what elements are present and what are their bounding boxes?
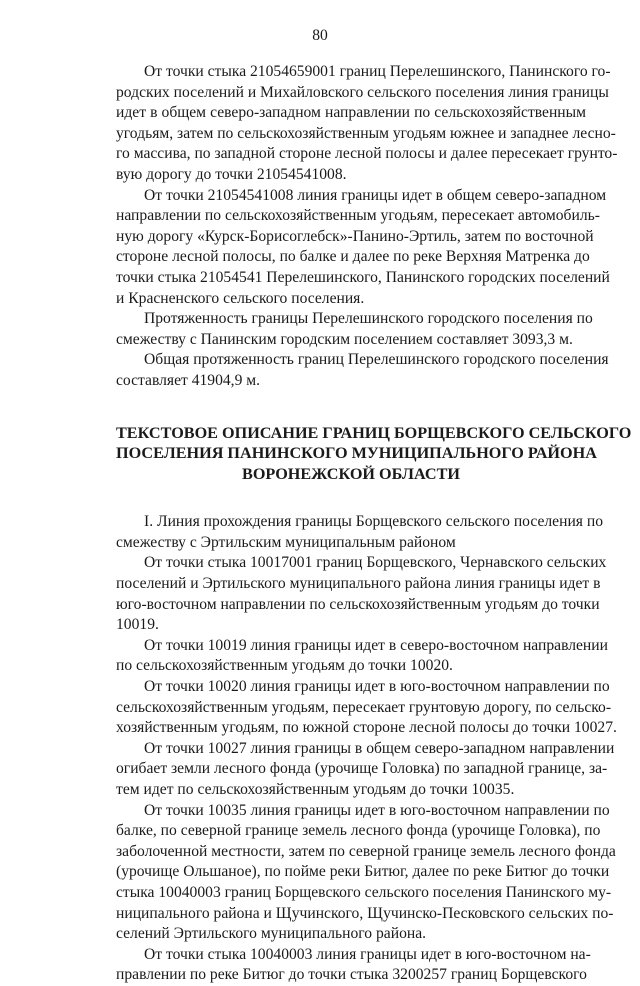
text-line: огибает земли лесного фонда (урочище Головка) по западной границе, за- [116, 760, 608, 778]
text-line: ниципального района и Щучинского, Щучинско-Песковского сельских по- [116, 904, 614, 922]
text-line: Протяженность границы Перелешинского городского поселения по [144, 310, 593, 328]
paragraph [116, 512, 604, 553]
document-body [116, 62, 632, 986]
paragraph [116, 309, 593, 350]
text-line: От точки стыка 10017001 границ Борщевского, Чернавского сельских [144, 554, 607, 572]
text-line: идет в общем северо-западном направлении по сельскохозяйственным [116, 104, 586, 122]
heading-line: ТЕКСТОВОЕ ОПИСАНИЕ ГРАНИЦ БОРЩЕВСКОГО СЕЛЬСКОГО [116, 423, 632, 442]
text-line: От точки 10020 линия границы идет в юго-восточном направлении по [144, 678, 610, 696]
text-line: заболоченной местности, затем по северной границе земель лесного фонда [116, 842, 616, 860]
text-line: правлении по реке Битюг до точки стыка 3200257 границ Борщевского [116, 966, 587, 984]
text-line: 10019. [116, 616, 159, 634]
paragraph [116, 350, 609, 391]
text-line: го массива, по западной стороне лесной полосы и далее пересекает грунто- [116, 145, 618, 163]
text-line: селений Эртильского муниципального района. [116, 925, 427, 943]
text-line: От точки стыка 21054659001 границ Перелешинского, Панинского го- [144, 63, 611, 80]
text-line: От точки 10019 линия границы идет в северо-восточном направлении [144, 636, 608, 654]
text-line: тем идет по сельскохозяйственным угодьям до точки 10035. [116, 781, 515, 798]
text-line: От точки 10027 линия границы в общем северо-западном направлении [144, 739, 615, 757]
section-heading [116, 423, 632, 485]
paragraph [116, 186, 610, 310]
paragraph [116, 739, 615, 801]
text-line: направлении по сельскохозяйственным угодьям, пересекает автомобиль- [116, 207, 600, 225]
heading-line: ПОСЕЛЕНИЯ ПАНИНСКОГО МУНИЦИПАЛЬНОГО РАЙОНА [116, 444, 597, 463]
text-line: угодьям, затем по сельскохозяйственным угодьям южнее и западнее лесно- [116, 124, 616, 142]
text-line: смежеству с Панинским городским поселением составляет 3093,3 м. [116, 330, 573, 348]
text-line: сельскохозяйственным угодьям, пересекает грунтовую дорогу, по сельско- [116, 698, 612, 716]
page-number: 80 [312, 27, 328, 44]
paragraph [116, 801, 616, 945]
text-line: точки стыка 21054541 Перелешинского, Панинского городских поселений [116, 268, 610, 286]
text-line: От точки 21054541008 линия границы идет в общем северо-западном [144, 186, 607, 204]
paragraph [116, 553, 607, 635]
text-line: (урочище Ольшаное), по пойме реки Битюг, далее по реке Битюг до точки [116, 863, 610, 881]
text-line: родских поселений и Михайловского сельского поселения линия границы [116, 83, 609, 101]
heading-line: ВОРОНЕЖСКОЙ ОБЛАСТИ [242, 464, 460, 483]
text-line: стороне лесной полосы, по балке и далее по реке Верхняя Матренка до [116, 248, 590, 266]
paragraph [116, 677, 617, 739]
text-line: вую дорогу до точки 21054541008. [116, 165, 347, 183]
paragraph [116, 62, 618, 186]
text-line: и Красненского сельского поселения. [116, 289, 365, 307]
text-line: по сельскохозяйственным угодьям до точки 10020. [116, 657, 453, 675]
text-line: стыка 10040003 границ Борщевского сельского поселения Панинского му- [116, 883, 612, 901]
text-line: поселений и Эртильского муниципального района линия границы идет в [116, 575, 601, 593]
text-line: хозяйственным угодьям, по южной стороне лесной полосы до точки 10027. [116, 719, 617, 737]
text-line: Общая протяженность границ Перелешинского городского поселения [144, 351, 609, 369]
text-line: От точки 10035 линия границы идет в юго-восточном направлении по [144, 801, 610, 819]
text-line: От точки стыка 10040003 линия границы идет в юго-восточном на- [144, 945, 591, 963]
paragraph [116, 945, 591, 986]
text-line: балке, по северной границе земель лесного фонда (урочище Головка), по [116, 822, 601, 840]
text-line: смежеству с Эртильским муниципальным районом [116, 533, 456, 551]
text-line: ную дорогу «Курск-Борисоглебск»-Панино-Эртиль, затем по восточной [116, 227, 594, 245]
text-line: составляет 41904,9 м. [116, 371, 261, 389]
text-line: юго-восточном направлении по сельскохозяйственным угодьям до точки [116, 595, 600, 613]
text-line: I. Линия прохождения границы Борщевского сельского поселения по [144, 513, 604, 531]
paragraph [116, 636, 608, 677]
